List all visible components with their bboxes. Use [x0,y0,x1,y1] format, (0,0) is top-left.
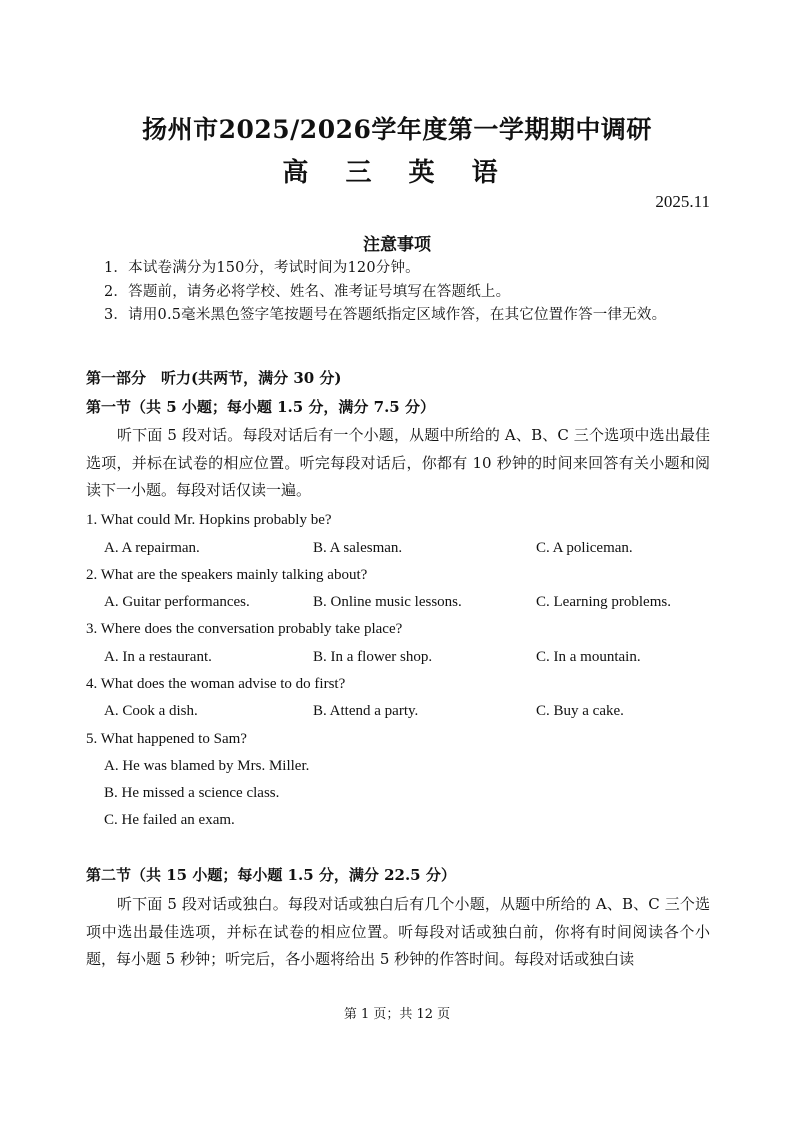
question-stem: 3. Where does the conversation probably take place? [86,621,403,637]
option-b: B. A salesman. [313,540,403,556]
question-stem: 4. What does the woman advise to do first? [86,676,346,692]
section-instructions: 听下面 5 段对话或独白。每段对话或独白后有几个小题，从题中所给的 A、B、C 三个选项中选出最佳选项，并标在试卷的相应位置。听每段对话或独白前，你将有时间阅读各个小题，每小题 5 秒钟；听完后，各小题将给出 5 秒钟的作答时间。每段对话或独白读 [86,895,710,968]
question-stem: 5. What happened to Sam? [86,731,247,747]
option-a: A. He was blamed by Mrs. Miller. [104,758,310,774]
option-c: C. He failed an exam. [104,812,235,828]
section-title: 第一节（共 5 小题；每小题 1.5 分，满分 7.5 分） [86,398,435,416]
option-b: B. Attend a party. [313,703,419,719]
option-c: C. Learning problems. [536,594,671,610]
question-stem: 2. What are the speakers mainly talking about? [86,567,368,583]
option-a: A. A repairman. [104,540,200,556]
option-a: A. In a restaurant. [104,649,212,665]
notice-heading: 注意事项 [363,235,431,255]
option-b: B. Online music lessons. [313,594,462,610]
page-footer: 第 1 页；共 12 页 [343,1007,451,1022]
option-a: A. Cook a dish. [104,703,198,719]
option-a: A. Guitar performances. [104,594,250,610]
option-c: C. In a mountain. [536,649,641,665]
part-title: 第一部分 听力(共两节，满分 30 分) [86,369,342,387]
notice-item: 2．答题前，请务必将学校、姓名、准考证号填写在答题纸上。 [104,284,511,300]
option-c: C. A policeman. [536,540,633,556]
notice-item: 3．请用0.5毫米黑色签字笔按题号在答题纸指定区域作答，在其它位置作答一律无效。 [104,307,667,323]
option-b: B. In a flower shop. [313,649,433,665]
exam-date: 2025.11 [655,192,710,211]
notice-item: 1．本试卷满分为150分，考试时间为120分钟。 [104,260,420,276]
question-stem: 1. What could Mr. Hopkins probably be? [86,512,332,528]
exam-title: 扬州市2025/2026学年度第一学期期中调研 [142,115,652,144]
section-title: 第二节（共 15 小题；每小题 1.5 分，满分 22.5 分） [86,866,456,884]
subject-title: 高 三 英 语 [282,158,512,188]
option-b: B. He missed a science class. [104,785,280,801]
section-instructions: 听下面 5 段对话。每段对话后有一个小题，从题中所给的 A、B、C 三个选项中选出最佳选项，并标在试卷的相应位置。听完每段对话后，你都有 10 秒钟的时间来回答有关小题和阅读下一小题。每段对话仅读一遍。 [86,426,710,499]
option-c: C. Buy a cake. [536,703,624,719]
